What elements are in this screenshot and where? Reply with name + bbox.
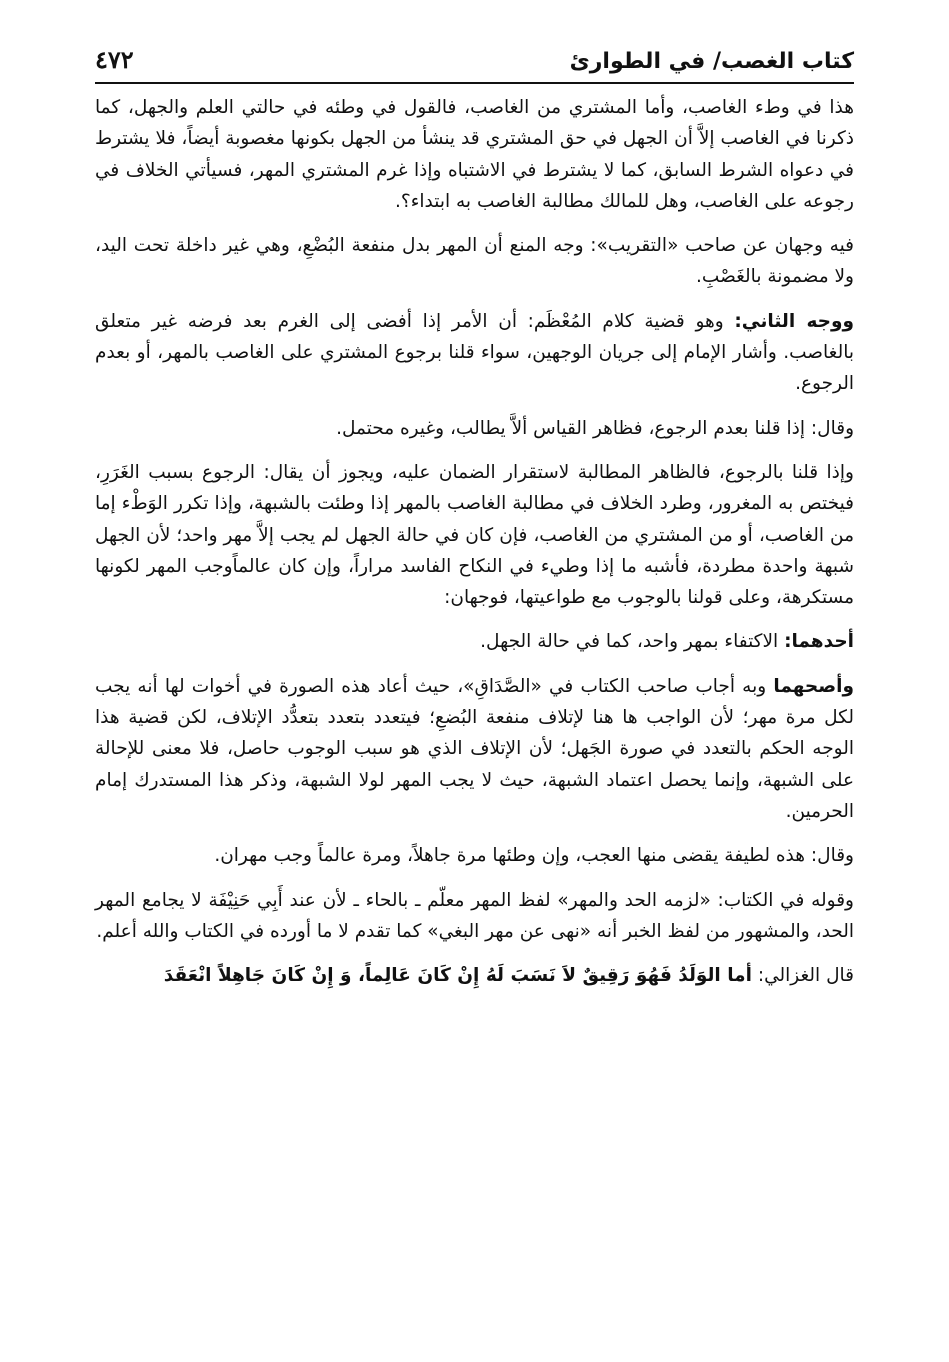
paragraph-text: وقال: هذه لطيفة يقضى منها العجب، وإن وطئها مرة جاهلاً، ومرة عالماً وجب مهران. xyxy=(214,845,854,867)
paragraph-text: وهو قضية كلام المُعْظَم: أن الأمر إذا أفضى إلى الغرم بعد فرضه غير متعلق بالغاصب. وأشار الإمام إلى جريان الوجهين، سواء قلنا برجوع المشتري على الغاصب بالمهر، أو بعدم الرجوع. xyxy=(95,310,854,395)
paragraph-text: فيه وجهان عن صاحب «التقريب»: وجه المنع أن المهر بدل منفعة البُضْعِ، وهي غير داخلة تحت اليد، ولا مضمونة بالغَصْبِ. xyxy=(95,235,854,288)
paragraph-text: هذا في وطء الغاصب، وأما المشتري من الغاصب، فالقول في وطئه في حالتي العلم والجهل، كما ذكرنا في الغاصب إلاَّ أن الجهل في حق المشتري قد ينشأ من الجهل بكونها مغصوبة أيضاً، فلا يشترط في دعواه الشرط السابق، كما لا يشترط في الاشتباه وإذا غرم المشتري المهر، فسيأتي الخلاف في رجوعه على الغاصب، وهل للمالك مطالبة الغاصب به ابتداء؟. xyxy=(95,97,854,212)
paragraph-6 xyxy=(95,626,854,657)
running-title: كتاب الغصب/ في الطوارئ xyxy=(569,49,854,74)
paragraph-8 xyxy=(95,840,854,871)
paragraph-text: الاكتفاء بمهر واحد، كما في حالة الجهل. xyxy=(480,631,785,653)
quoted-matn: أما الوَلَدُ فَهُوَ رَقِيقٌ لاَ نَسَبَ لَهُ إِنْ كَانَ عَالِماً، وَ إِنْ كَانَ جَاهِلاً انْعَقَدَ xyxy=(163,965,752,987)
paragraph-5 xyxy=(95,457,854,613)
paragraph-10 xyxy=(95,960,854,991)
paragraph-7 xyxy=(95,671,854,827)
paragraph-text: وبه أجاب صاحب الكتاب في «الصَّدَاقِ»، حيث أعاد هذه الصورة في أخوات لها أنه يجب لكل مرة مهر؛ لأن الواجب ها هنا لإتلاف منفعة البُضعِ؛ فيتعدد بتعدد بتعدُّد الإتلاف، لكن قضية هذا الوجه الحكم بالتعدد في صورة الجَهل؛ لأن الإتلاف الذي هو سبب الوجوب حاصل، فلا معنى للإحالة على الشبهة، وإنما يحصل اعتماد الشبهة، حيث لا يجب المهر لولا الشبهة، وذكر هذا المستدرك إمام الحرمين. xyxy=(95,675,854,822)
paragraph-text: وقوله في الكتاب: «لزمه الحد والمهر» لفظ المهر معلّم ـ بالحاء ـ لأن عند أَبِي حَنِيْفَة لا يجامع المهر الحد، والمشهور من لفظ الخبر أنه «نهى عن مهر البغي» كما تقدم لا ما أورده في الكتاب والله أعلم. xyxy=(95,889,854,942)
paragraph-text: وقال: إذا قلنا بعدم الرجوع، فظاهر القياس ألاَّ يطالب، وغيره محتمل. xyxy=(336,417,854,439)
paragraph-3 xyxy=(95,306,854,400)
page-header xyxy=(95,30,854,74)
body-text xyxy=(95,92,854,1004)
header-rule xyxy=(95,82,854,84)
paragraph-lead: وأصحهما xyxy=(773,675,854,697)
paragraph-lead: أحدهما: xyxy=(784,631,854,653)
page-number: ٤٧٢ xyxy=(95,45,134,74)
paragraph-lead: ووجه الثاني: xyxy=(734,310,855,332)
paragraph-text: قال الغزالي: xyxy=(751,965,854,987)
paragraph-text: وإذا قلنا بالرجوع، فالظاهر المطالبة لاستقرار الضمان عليه، ويجوز أن يقال: الرجوع بسبب الغَرَرِ، فيختص به المغرور، وطرد الخلاف في مطالبة الغاصب بالمهر إذا وطئت بالشبهة، وإذا تكرر الوَطْء إما من الغاصب، أو من المشتري من الغاصب، فإن كان في حالة الجهل لم يجب إلاَّ مهر واحد؛ لأن الجهل شبهة واحدة مطردة، فأشبه ما إذا وطيء في النكاح الفاسد مراراً، وإن كان عالماًوجب المهر لكونها مستكرهة، وعلى قولنا بالوجوب مع طواعيتها، فوجهان: xyxy=(95,461,854,609)
paragraph-4 xyxy=(95,413,854,444)
paragraph-9 xyxy=(95,885,854,948)
paragraph-2 xyxy=(95,230,854,293)
paragraph-1 xyxy=(95,92,854,217)
